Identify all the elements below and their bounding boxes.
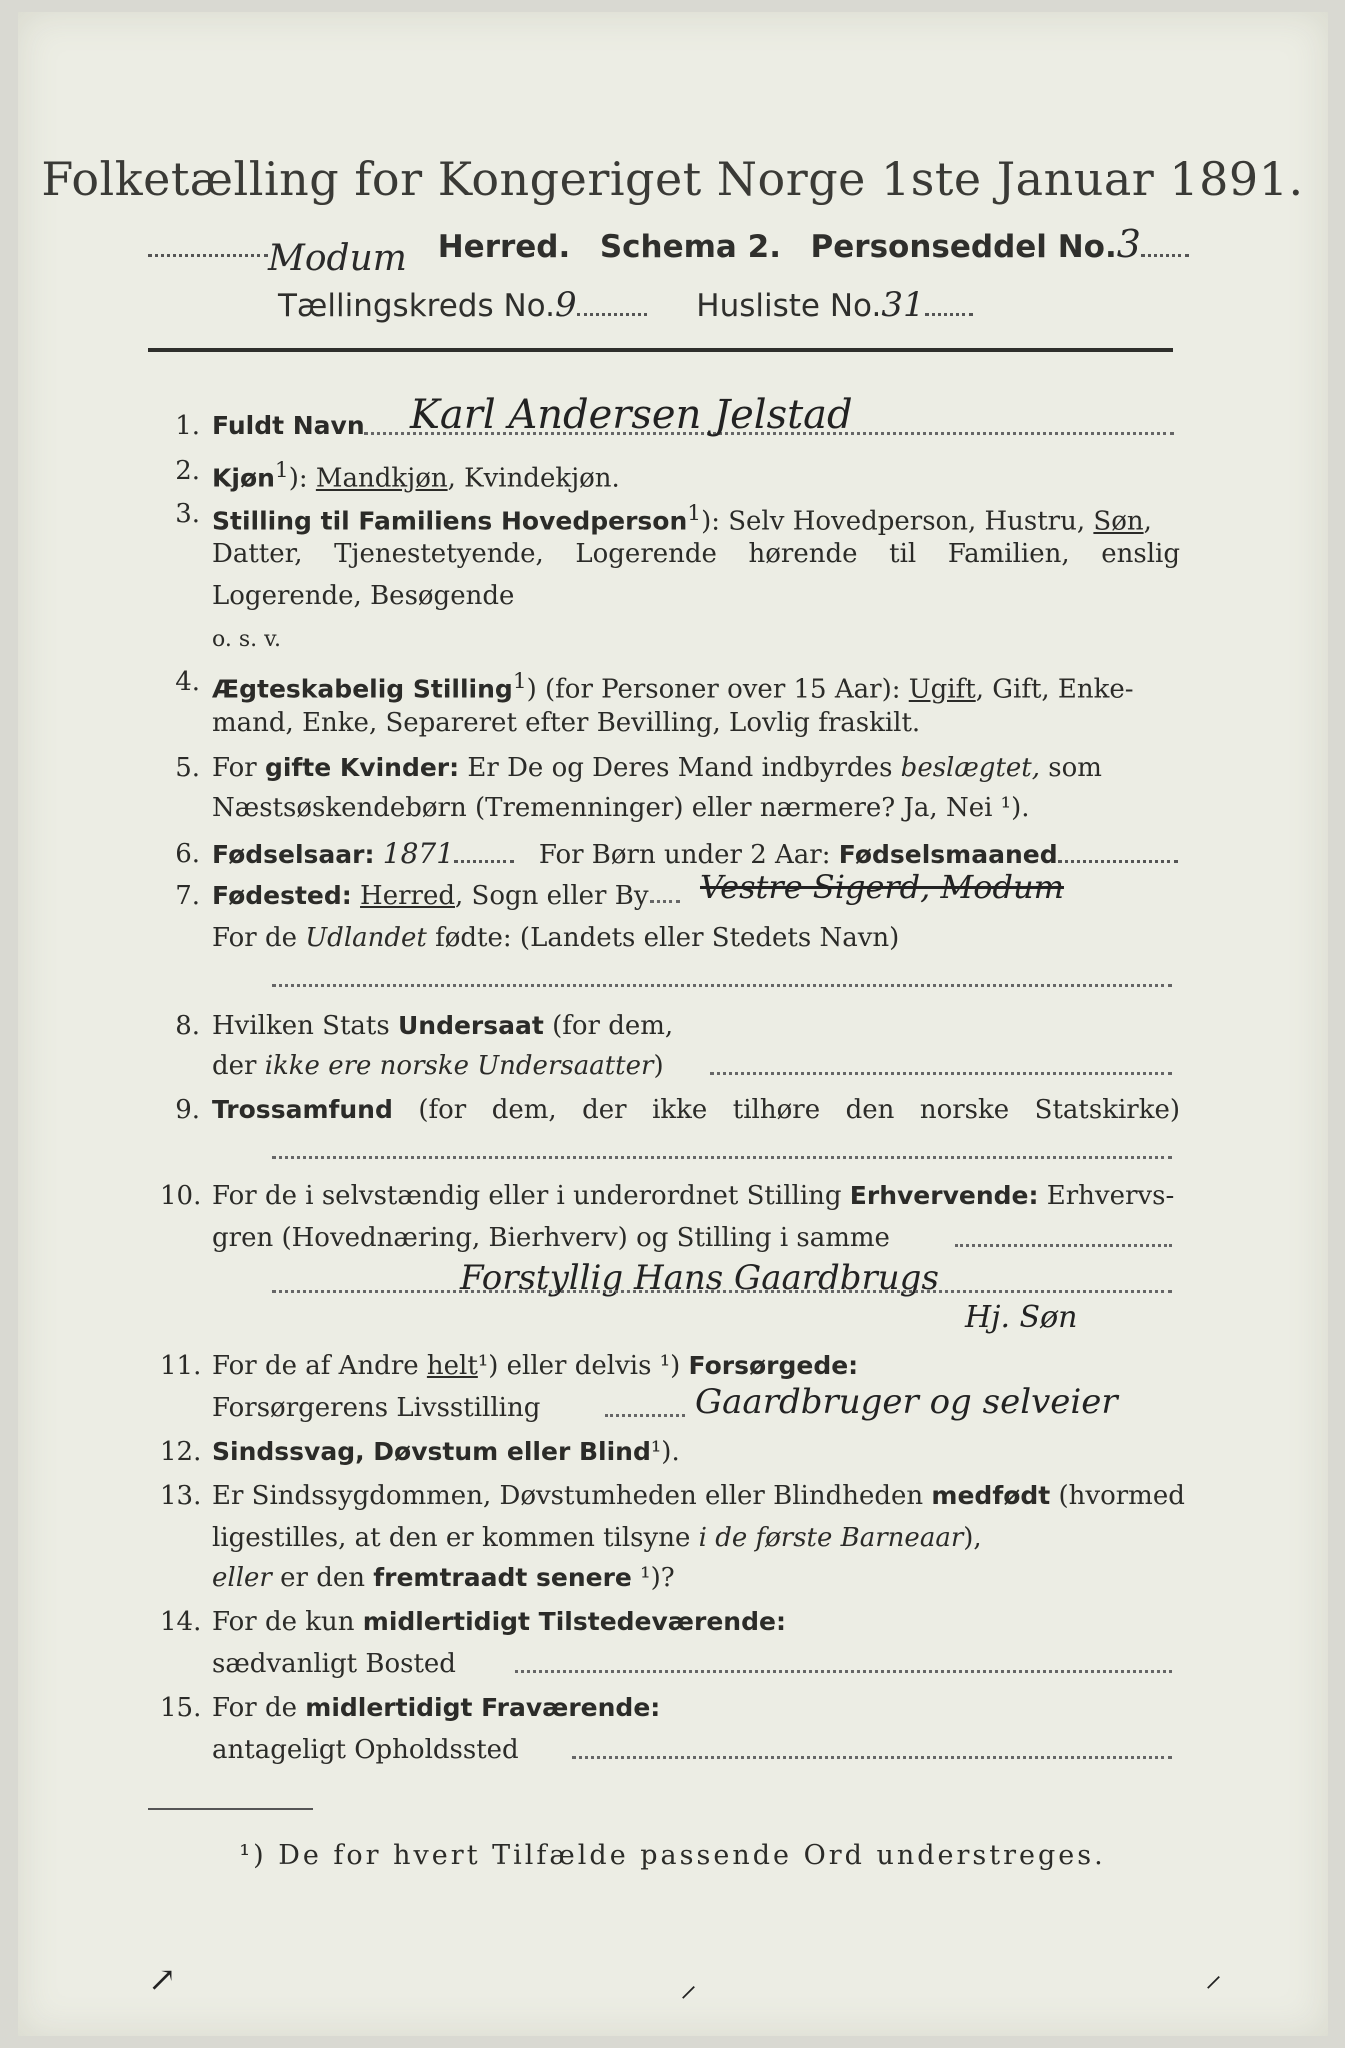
item-text-italic: beslægtet, <box>900 753 1040 783</box>
item-text: som <box>1040 753 1102 783</box>
item-label: Fødselsmaaned <box>838 840 1058 869</box>
footnote-ref: 1 <box>274 458 289 483</box>
item-text: ligestilles, at den er kommen tilsyne <box>212 1523 699 1553</box>
dots <box>605 1414 685 1417</box>
answer-line-9 <box>272 1156 1172 1159</box>
husliste-label: Husliste No. <box>696 288 882 324</box>
item-text: fødte: (Landets eller Stedets Navn) <box>426 923 900 953</box>
item-text: Forsørgerens Livsstilling <box>212 1393 541 1423</box>
item-text: gren (Hovednæring, Bierhverv) og Stilling i samme <box>212 1223 890 1253</box>
item-label: midlertidigt Fraværende: <box>305 1693 661 1722</box>
dots <box>955 1244 1172 1247</box>
item-label: Undersaat <box>397 1011 544 1040</box>
item-text: er den <box>271 1563 374 1593</box>
husliste-dots <box>925 313 973 316</box>
item-label: midlertidigt Tilstedeværende: <box>362 1607 786 1636</box>
herred-label: Herred. <box>437 229 571 265</box>
item-number: 7. <box>175 881 200 911</box>
corner-mark-left: ↗ <box>148 1960 177 2000</box>
kreds-label: Tællingskreds No. <box>278 288 555 324</box>
provider-occupation-handwritten: Gaardbruger og selveier <box>695 1382 1118 1422</box>
dots <box>454 860 514 863</box>
option-son-underlined: Søn <box>1093 506 1144 537</box>
birth-year-answer: 1871 <box>382 837 455 870</box>
answer-name-handwritten: Karl Andersen Jelstad <box>410 392 853 438</box>
item-text: For <box>212 753 265 783</box>
item-text: , Sogn eller By <box>455 881 649 911</box>
item-number: 2. <box>175 456 200 486</box>
item-label: Fuldt Navn <box>212 411 365 440</box>
footnote-rule <box>148 1808 313 1810</box>
item-text: ) <box>653 1051 664 1081</box>
personseddel-dots <box>1141 254 1189 257</box>
option-ugift-underlined: Ugift <box>908 674 976 705</box>
answer-line-10 <box>272 1290 1172 1293</box>
item-text: (hvormed <box>1050 1481 1185 1511</box>
dots <box>650 900 680 903</box>
item-number: 5. <box>175 753 200 783</box>
item-number: 4. <box>175 667 200 697</box>
item-label: Trossamfund <box>212 1095 393 1124</box>
option-herred-underlined: Herred <box>360 881 455 911</box>
item-number: 9. <box>175 1095 200 1125</box>
kreds-number: 9 <box>554 285 577 325</box>
item-text: ¹). <box>650 1437 680 1467</box>
item-label: Stilling til Familiens Hovedperson <box>212 506 688 536</box>
item-text: For de i selvstændig eller i underordnet Stilling <box>212 1181 850 1211</box>
herred-field <box>148 238 407 279</box>
mark-center: ⸝ <box>680 1965 697 2005</box>
item-text-italic: Udlandet <box>305 923 427 953</box>
item-text: mand, Enke, Separeret efter Bevilling, Lovlig fraskilt. <box>212 708 921 738</box>
herred-handwritten: Modum <box>268 238 407 279</box>
item-label: Forsørgede: <box>688 1351 859 1380</box>
item-text: ¹) eller delvis ¹) <box>477 1351 689 1381</box>
item-number: 12. <box>160 1437 202 1467</box>
item-number: 3. <box>175 499 200 529</box>
footnote: ¹) De for hvert Tilfælde passende Ord understreges. <box>239 1840 1106 1871</box>
birthplace-handwritten: Vestre Sigerd, Modum <box>700 868 1064 906</box>
form-title: Folketælling for Kongeriget Norge 1ste Januar 1891. <box>41 152 1304 206</box>
item-text: Erhvervs- <box>1038 1181 1175 1211</box>
item-text: For de <box>212 1693 306 1723</box>
header-rule <box>148 348 1173 352</box>
item-label: Kjøn <box>212 463 275 493</box>
dots <box>1058 860 1178 863</box>
item-text: sædvanligt Bosted <box>212 1649 456 1679</box>
item-number: 6. <box>175 839 200 869</box>
item-label: Fødselsaar: <box>212 840 375 869</box>
item-number: 8. <box>175 1011 200 1041</box>
item-text: For Børn under 2 Aar: <box>538 840 831 870</box>
item-text: (for dem, der ikke tilhøre den norske Statskirke) <box>392 1095 1180 1125</box>
item-text: o. s. v. <box>212 627 281 652</box>
item-number: 13. <box>160 1481 202 1511</box>
item-label: fremtraadt senere <box>373 1563 632 1592</box>
occupation-handwritten-2: Hj. Søn <box>965 1300 1078 1335</box>
occupation-handwritten: Forstyllig Hans Gaardbrugs <box>460 1258 939 1298</box>
item-label: Fødested: <box>212 881 352 910</box>
personseddel-label: Personseddel No. <box>810 229 1117 265</box>
item-number: 14. <box>160 1607 202 1637</box>
item-label: Sindssvag, Døvstum eller Blind <box>212 1437 651 1466</box>
option-mandkjon-underlined: Mandkjøn <box>315 463 448 494</box>
item-text: ), <box>963 1523 982 1553</box>
item-label: Erhvervende: <box>849 1181 1039 1210</box>
item-text: , Kvindekjøn. <box>447 463 620 494</box>
item-text-italic: ikke ere norske Undersaatter <box>264 1051 654 1081</box>
husliste-number: 31 <box>881 285 925 325</box>
item-number: 1. <box>175 411 200 441</box>
item-text: For de <box>212 923 306 953</box>
item-text: antageligt Opholdssted <box>212 1735 519 1765</box>
item-number: 15. <box>160 1693 202 1723</box>
item-label: gifte Kvinder: <box>264 753 460 782</box>
answer-line-15 <box>572 1756 1172 1759</box>
item-text: ) (for Personer over 15 Aar): <box>526 674 909 705</box>
item-text: Logerende, Besøgende <box>212 581 515 611</box>
item-number: 10. <box>160 1181 202 1211</box>
header-line-2 <box>278 285 973 325</box>
item-text: For de kun <box>212 1607 363 1637</box>
item-text: ): Selv Hovedperson, Hustru, <box>701 506 1094 537</box>
item-text: For de af Andre <box>212 1351 427 1381</box>
item-number: 11. <box>160 1351 202 1381</box>
item-text: Datter, Tjenestetyende, Logerende hørende til Familien, enslig <box>212 539 1180 569</box>
answer-line-8 <box>710 1072 1172 1075</box>
personseddel-number: 3 <box>1116 222 1141 266</box>
header-line-1 <box>148 222 1189 279</box>
item-text: , Gift, Enke- <box>975 674 1134 705</box>
item-text: ¹)? <box>631 1563 675 1593</box>
item-text: ): <box>288 463 316 494</box>
answer-line-14 <box>515 1670 1172 1673</box>
answer-line-7 <box>272 984 1172 987</box>
item-text: (for dem, <box>543 1011 674 1041</box>
item-label: Ægteskabelig Stilling <box>212 674 513 704</box>
item-text-italic: i de første Barneaar <box>698 1523 964 1553</box>
corner-mark-right: ⸝ <box>1205 1955 1222 1995</box>
kreds-dots <box>577 313 647 316</box>
item-text: der <box>212 1051 265 1081</box>
schema-label: Schema 2. <box>599 229 781 265</box>
item-text: Hvilken Stats <box>212 1011 398 1041</box>
item-label: medfødt <box>931 1481 1051 1510</box>
item-text: Er Sindssygdommen, Døvstumheden eller Blindheden <box>212 1481 932 1511</box>
item-text: Næstsøskendebørn (Tremenninger) eller nærmere? Ja, Nei ¹). <box>212 793 1030 823</box>
item-text: Er De og Deres Mand indbyrdes <box>459 753 901 783</box>
option-helt-underlined: helt <box>426 1351 478 1381</box>
item-text-italic: eller <box>212 1563 272 1593</box>
